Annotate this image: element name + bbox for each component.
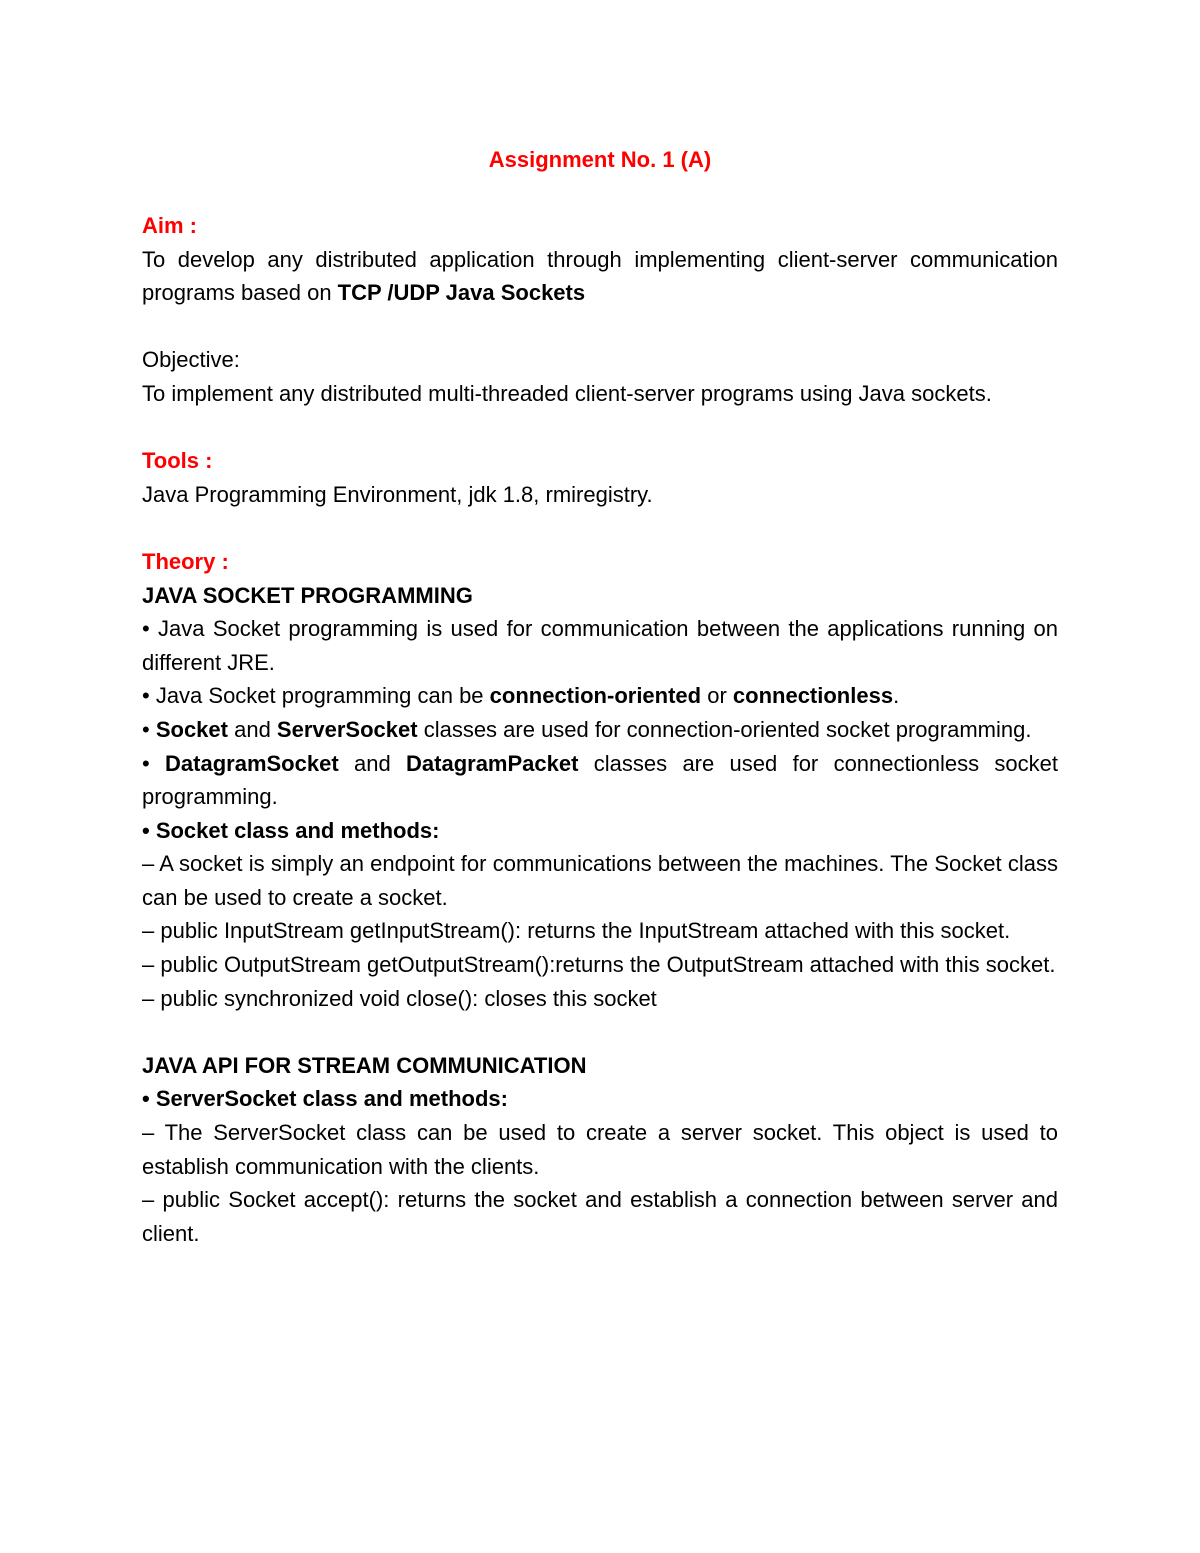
aim-heading: Aim : [142,213,197,238]
bullet-connectionless: connectionless [732,683,894,709]
serversocket-class-name: ServerSocket [276,716,418,742]
bullet-connection-oriented: connection-oriented [489,683,702,709]
bullet-datagram-classes-post: classes are used for connectionless socket programming. [142,750,1058,810]
datagramsocket-class-name: DatagramSocket [165,750,339,776]
bullet-socket-methods: • Socket class and methods: [142,817,440,843]
bullet-connection-types-post: . [893,683,900,709]
datagrampacket-class-name: DatagramPacket [406,750,579,776]
aim-text-bold: TCP /UDP Java Sockets [337,280,586,306]
aim-text-plain: To develop any distributed application through implementing client-server communication programs based on [142,246,1058,306]
bullet-connection-types-mid: or [701,683,733,709]
bullet-socket-classes [142,713,1058,747]
socket-class-name: Socket [155,716,228,742]
desc-getinputstream: – public InputStream getInputStream(): returns the InputStream attached with this socket. [142,918,1011,944]
desc-accept: – public Socket accept(): returns the socket and establish a connection between server and client. [142,1187,1058,1246]
tools-heading: Tools : [142,448,213,474]
document-body [142,209,1058,1250]
bullet-socket-classes-pre: • [142,716,156,742]
objective-heading: Objective: [142,347,240,373]
bullet-socket-programming: • Java Socket programming is used for communication between the applications running on different JRE. [142,616,1058,675]
desc-close: – public synchronized void close(): closes this socket [142,985,657,1011]
bullet-datagram-classes [142,747,1058,814]
section-heading-socket-programming: JAVA SOCKET PROGRAMMING [142,582,473,608]
desc-getoutputstream: – public OutputStream getOutputStream():returns the OutputStream attached with this socket. [142,952,1056,978]
document-title: Assignment No. 1 (A) [488,147,712,172]
section-heading-stream-communication: JAVA API FOR STREAM COMMUNICATION [142,1052,587,1078]
bullet-serversocket-methods: • ServerSocket class and methods: [142,1086,508,1112]
bullet-connection-types-pre: • Java Socket programming can be [142,683,490,709]
tools-text: Java Programming Environment, jdk 1.8, rmiregistry. [142,481,653,507]
objective-text: To implement any distributed multi-threaded client-server programs using Java sockets. [142,380,992,406]
bullet-socket-classes-post: classes are used for connection-oriented socket programming. [417,716,1032,742]
aim-text [142,243,1058,310]
bullet-datagram-classes-pre: • [142,750,166,776]
desc-socket-endpoint: – A socket is simply an endpoint for communications between the machines. The Socket class can be used to create a socket. [142,851,1058,910]
desc-serversocket: – The ServerSocket class can be used to create a server socket. This object is used to establish communication with the clients. [142,1120,1058,1179]
theory-heading: Theory : [142,548,229,574]
bullet-datagram-classes-mid: and [338,750,407,776]
bullet-connection-types [142,679,1058,713]
bullet-socket-classes-mid: and [227,716,277,742]
